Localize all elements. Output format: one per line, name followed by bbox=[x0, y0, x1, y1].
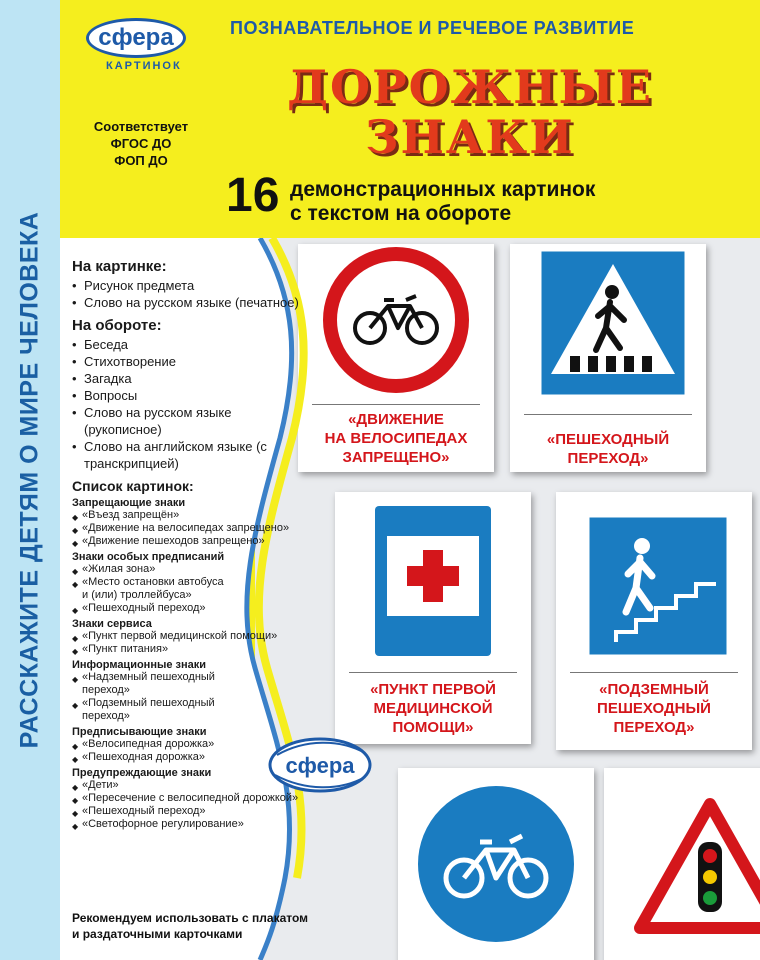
series-subtitle: ПОЗНАВАТЕЛЬНОЕ И РЕЧЕВОЕ РАЗВИТИЕ bbox=[230, 18, 635, 38]
card-label-line: «ДВИЖЕНИЕ bbox=[348, 411, 444, 428]
card-label-line: «ПУНКТ ПЕРВОЙ bbox=[370, 681, 496, 698]
card-label bbox=[298, 410, 494, 467]
category-item: ◆ «Дети» bbox=[72, 779, 302, 792]
list-item: • Загадка bbox=[72, 370, 302, 387]
pictures-list-heading: Список картинок: bbox=[72, 478, 194, 494]
category-item: ◆ «Светофорное регулирование» bbox=[72, 818, 302, 831]
category-item: ◆ «Велосипедная дорожка» bbox=[72, 738, 302, 751]
category-heading: Предупреждающие знаки bbox=[72, 767, 212, 779]
traffic-light-warning-sign-icon bbox=[604, 768, 760, 948]
category-item: ◆ «Пешеходная дорожка» bbox=[72, 751, 302, 764]
front-list bbox=[72, 277, 302, 311]
recommendation bbox=[72, 910, 308, 942]
category-item: ◆ «Въезд запрещён» bbox=[72, 509, 302, 522]
category-heading: Знаки сервиса bbox=[72, 618, 152, 630]
card-label-line: ПЕРЕХОД» bbox=[567, 450, 649, 467]
category-item: ◆ «Место остановки автобуса и (или) троллейбуса» bbox=[72, 576, 232, 602]
list-item: • Слово на русском языке (рукописное) bbox=[72, 404, 302, 438]
first-aid-sign-icon bbox=[335, 492, 531, 672]
title-line-2: ЗНАКИ bbox=[365, 110, 575, 164]
list-item: • Слово на русском языке (печатное) bbox=[72, 294, 302, 311]
category-item: ◆ «Пересечение с велосипедной дорожкой» bbox=[72, 792, 302, 805]
category-heading: Предписывающие знаки bbox=[72, 726, 207, 738]
card-label bbox=[556, 680, 752, 737]
card-pedestrian-crossing bbox=[510, 244, 706, 472]
front-heading: На картинке: bbox=[72, 258, 167, 275]
card-divider bbox=[524, 414, 692, 415]
card-label-line: «ПОДЗЕМНЫЙ bbox=[599, 681, 709, 698]
card-label-line: «ПЕШЕХОДНЫЙ bbox=[546, 431, 670, 448]
category-heading: Запрещающие знаки bbox=[72, 497, 186, 509]
category-item: ◆ «Пункт питания» bbox=[72, 643, 302, 656]
fgos-line: ФГОС ДО bbox=[110, 136, 172, 151]
card-label bbox=[335, 680, 531, 737]
category-item: ◆ «Пешеходный переход» bbox=[72, 805, 302, 818]
sfera-logo-text: сфера bbox=[285, 753, 355, 778]
card-traffic-light-warning bbox=[604, 768, 760, 960]
card-underground-crossing bbox=[556, 492, 752, 750]
card-label-line: НА ВЕЛОСИПЕДАХ bbox=[324, 430, 468, 447]
pedestrian-crossing-sign-icon bbox=[510, 244, 706, 404]
count-line: демонстрационных картинок bbox=[290, 178, 596, 201]
list-item: • Рисунок предмета bbox=[72, 277, 302, 294]
logo-oval bbox=[86, 18, 186, 58]
fgos-line: Соответствует bbox=[93, 119, 189, 134]
fgos-note bbox=[86, 118, 196, 169]
no-bicycles-sign-icon bbox=[298, 244, 494, 394]
picture-count-text bbox=[290, 178, 595, 226]
sfera-kartinok-logo bbox=[86, 12, 186, 102]
back-list bbox=[72, 336, 302, 472]
card-label-line: МЕДИЦИНСКОЙ bbox=[373, 700, 493, 717]
fgos-line: ФОП ДО bbox=[114, 153, 168, 168]
sfera-globe-logo bbox=[265, 735, 375, 795]
list-item: • Вопросы bbox=[72, 387, 302, 404]
category-item: ◆ «Пункт первой медицинской помощи» bbox=[72, 630, 302, 643]
card-label-line: ПЕРЕХОД» bbox=[613, 719, 695, 736]
category-item: ◆ «Надземный пешеходный переход» bbox=[72, 671, 232, 697]
card-no-bicycles bbox=[298, 244, 494, 472]
underground-crossing-sign-icon bbox=[556, 492, 752, 672]
card-label-line: ПЕШЕХОДНЫЙ bbox=[597, 700, 711, 717]
list-item: • Стихотворение bbox=[72, 353, 302, 370]
picture-count: 16 bbox=[226, 169, 280, 222]
logo-sub: КАРТИНОК bbox=[106, 60, 182, 72]
recommend-line: Рекомендуем использовать с плакатом bbox=[72, 911, 309, 925]
side-slogan: РАССКАЖИТЕ ДЕТЯМ О МИРЕ ЧЕЛОВЕКА bbox=[15, 211, 44, 749]
category-item: ◆ «Движение на велосипедах запрещено» bbox=[72, 522, 302, 535]
card-label-line: ПОМОЩИ» bbox=[392, 719, 474, 736]
card-divider bbox=[312, 404, 480, 405]
category-heading: Информационные знаки bbox=[72, 659, 207, 671]
title-line-1: ДОРОЖНЫЕ bbox=[287, 60, 653, 114]
category-item: ◆ «Пешеходный переход» bbox=[72, 602, 302, 615]
bicycle-path-sign-icon bbox=[398, 768, 594, 948]
logo-word: сфера bbox=[98, 24, 174, 51]
back-heading: На обороте: bbox=[72, 317, 162, 334]
recommend-line: и раздаточными карточками bbox=[72, 927, 243, 941]
card-divider bbox=[349, 672, 517, 673]
category-heading: Знаки особых предписаний bbox=[72, 551, 225, 563]
card-label bbox=[510, 430, 706, 468]
card-label-line: ЗАПРЕЩЕНО» bbox=[342, 449, 450, 466]
card-first-aid bbox=[335, 492, 531, 744]
card-bicycle-path bbox=[398, 768, 594, 960]
list-item: • Слово на английском языке (с транскрипцией) bbox=[72, 438, 302, 472]
card-divider bbox=[570, 672, 738, 673]
category-item: ◆ «Движение пешеходов запрещено» bbox=[72, 535, 302, 548]
count-line: с текстом на обороте bbox=[290, 202, 512, 225]
category-item: ◆ «Подземный пешеходный переход» bbox=[72, 697, 232, 723]
category-item: ◆ «Жилая зона» bbox=[72, 563, 302, 576]
list-item: • Беседа bbox=[72, 336, 302, 353]
